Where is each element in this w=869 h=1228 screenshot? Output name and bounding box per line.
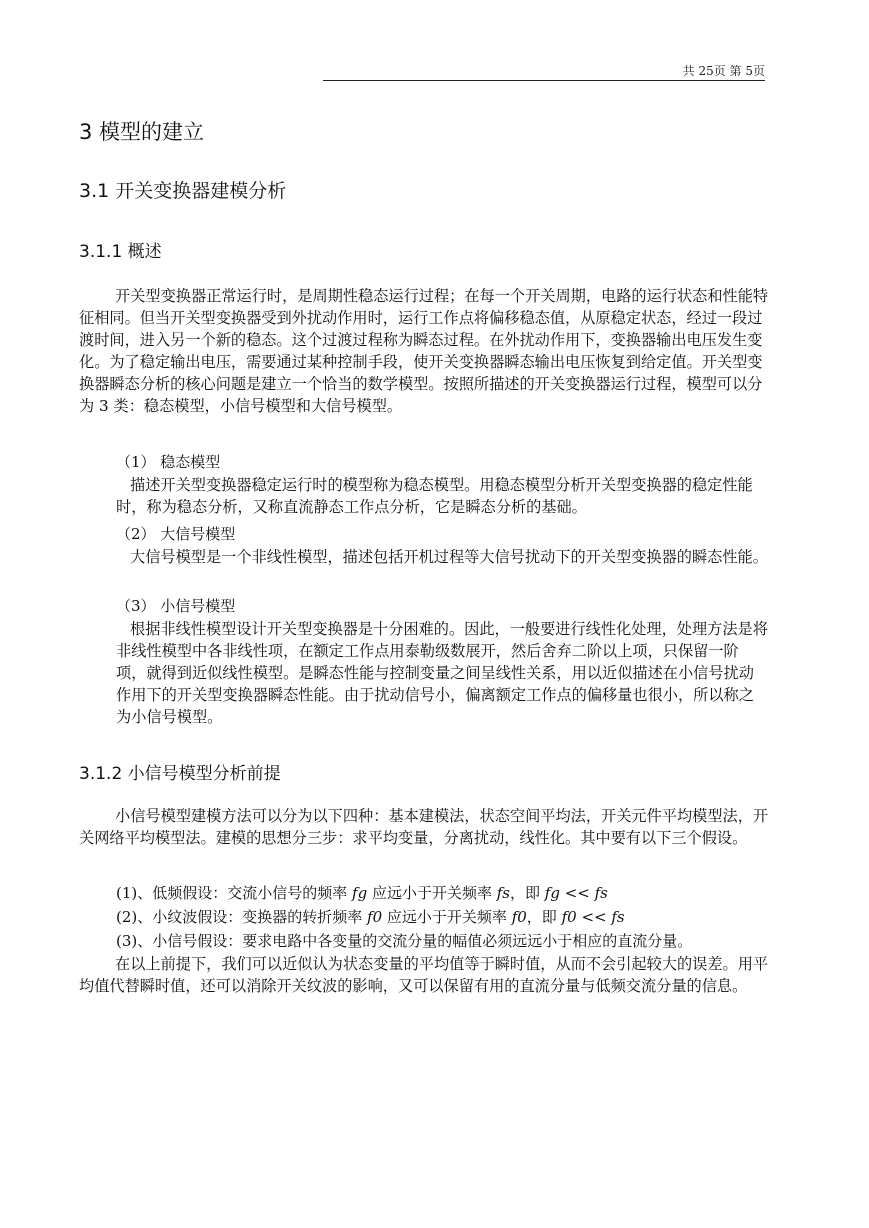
- overview-paragraph: 开关型变换器正常运行时，是周期性稳态运行过程；在每一个开关周期，电路的运行状态和性能特征相同。但当开关型变换器受到外扰动作用时，运行工作点将偏移稳态值，从原稳定状态，经过一段过渡时间，进入另一个新的稳态。这个过渡过程称为瞬态过程。在外扰动作用下，变换器输出电压发生变化。为了稳定输出电压，需要通过某种控制手段，使开关变换器瞬态输出电压恢复到给定值。开关型变换器瞬态分析的核心问题是建立一个恰当的数学模型。按照所描述的开关变换器运行过程，模型可以分为 3 类：稳态模型，小信号模型和大信号模型。: [79, 287, 769, 415]
- page-count: 共 25页 第 5页: [682, 64, 765, 78]
- subsection-heading-overview: 3.1.1 概述: [79, 242, 162, 262]
- conclusion-paragraph: 在以上前提下，我们可以近似认为状态变量的平均值等于瞬时值，从而不会引起较大的误差。用平均值代替瞬时值，还可以消除开关纹波的影响，又可以保留有用的直流分量与低频交流分量的信息。: [79, 955, 769, 995]
- symbol-fs: fs: [496, 884, 510, 902]
- assumption-1-prefix: (1)、低频假设：交流小信号的频率: [116, 884, 353, 902]
- section-heading: 3.1 开关变换器建模分析: [79, 180, 287, 202]
- premise-paragraph: 小信号模型建模方法可以分为以下四种：基本建模法，状态空间平均法，开关元件平均模型法，开关网络平均模型法。建模的思想分三步：求平均变量，分离扰动，线性化。其中要有以下三个假设。: [79, 807, 769, 847]
- assumption-2-op: <<: [576, 908, 612, 926]
- assumption-2-prefix: (2)、小纹波假设：变换器的转折频率: [116, 908, 368, 926]
- symbol-fs-3: fs: [611, 908, 625, 926]
- symbol-f0-2: f0: [511, 908, 527, 926]
- subsection-heading-premise: 3.1.2 小信号模型分析前提: [79, 764, 281, 784]
- item-body-small: 根据非线性模型设计开关型变换器是十分困难的。因此，一般要进行线性化处理，处理方法是将非线性模型中各非线性项，在额定工作点用泰勒级数展开，然后舍弃二阶以上项，只保留一阶项，就得到近似线性模型。是瞬态性能与控制变量之间呈线性关系，用以近似描述在小信号扰动作用下的开关型变换器瞬态性能。由于扰动信号小，偏离额定工作点的偏移量也很小，所以称之为小信号模型。: [116, 620, 768, 726]
- item-title-large: （2） 大信号模型: [116, 525, 236, 543]
- item-body-large: 大信号模型是一个非线性模型，描述包括开机过程等大信号扰动下的开关型变换器的瞬态性能。: [130, 548, 768, 566]
- symbol-fs-2: fs: [594, 884, 608, 902]
- symbol-f0: f0: [367, 908, 383, 926]
- item-body-steady: 描述开关型变换器稳定运行时的模型称为稳态模型。用稳态模型分析开关型变换器的稳定性能时，称为稳态分析，又称直流静态工作点分析，它是瞬态分析的基础。: [116, 476, 753, 516]
- assumption-1-op: <<: [559, 884, 595, 902]
- item-title-steady: （1） 稳态模型: [116, 453, 221, 471]
- symbol-f0-3: f0: [561, 908, 577, 926]
- symbol-fg-2: fg: [544, 884, 560, 902]
- symbol-fg: fg: [352, 884, 368, 902]
- item-title-small: （3） 小信号模型: [116, 597, 236, 615]
- assumption-1-mid: 应远小于开关频率: [367, 884, 497, 902]
- assumption-2-mid2: ，即: [526, 908, 562, 926]
- assumption-3: (3)、小信号假设：要求电路中各变量的交流分量的幅值必须远远小于相应的直流分量。: [116, 932, 693, 950]
- assumption-1: [116, 882, 608, 903]
- assumption-2-mid: 应远小于开关频率: [382, 908, 512, 926]
- assumption-2: [116, 906, 625, 927]
- assumption-1-mid2: ，即: [509, 884, 545, 902]
- header-divider: [323, 80, 765, 81]
- chapter-heading: 3 模型的建立: [79, 120, 205, 144]
